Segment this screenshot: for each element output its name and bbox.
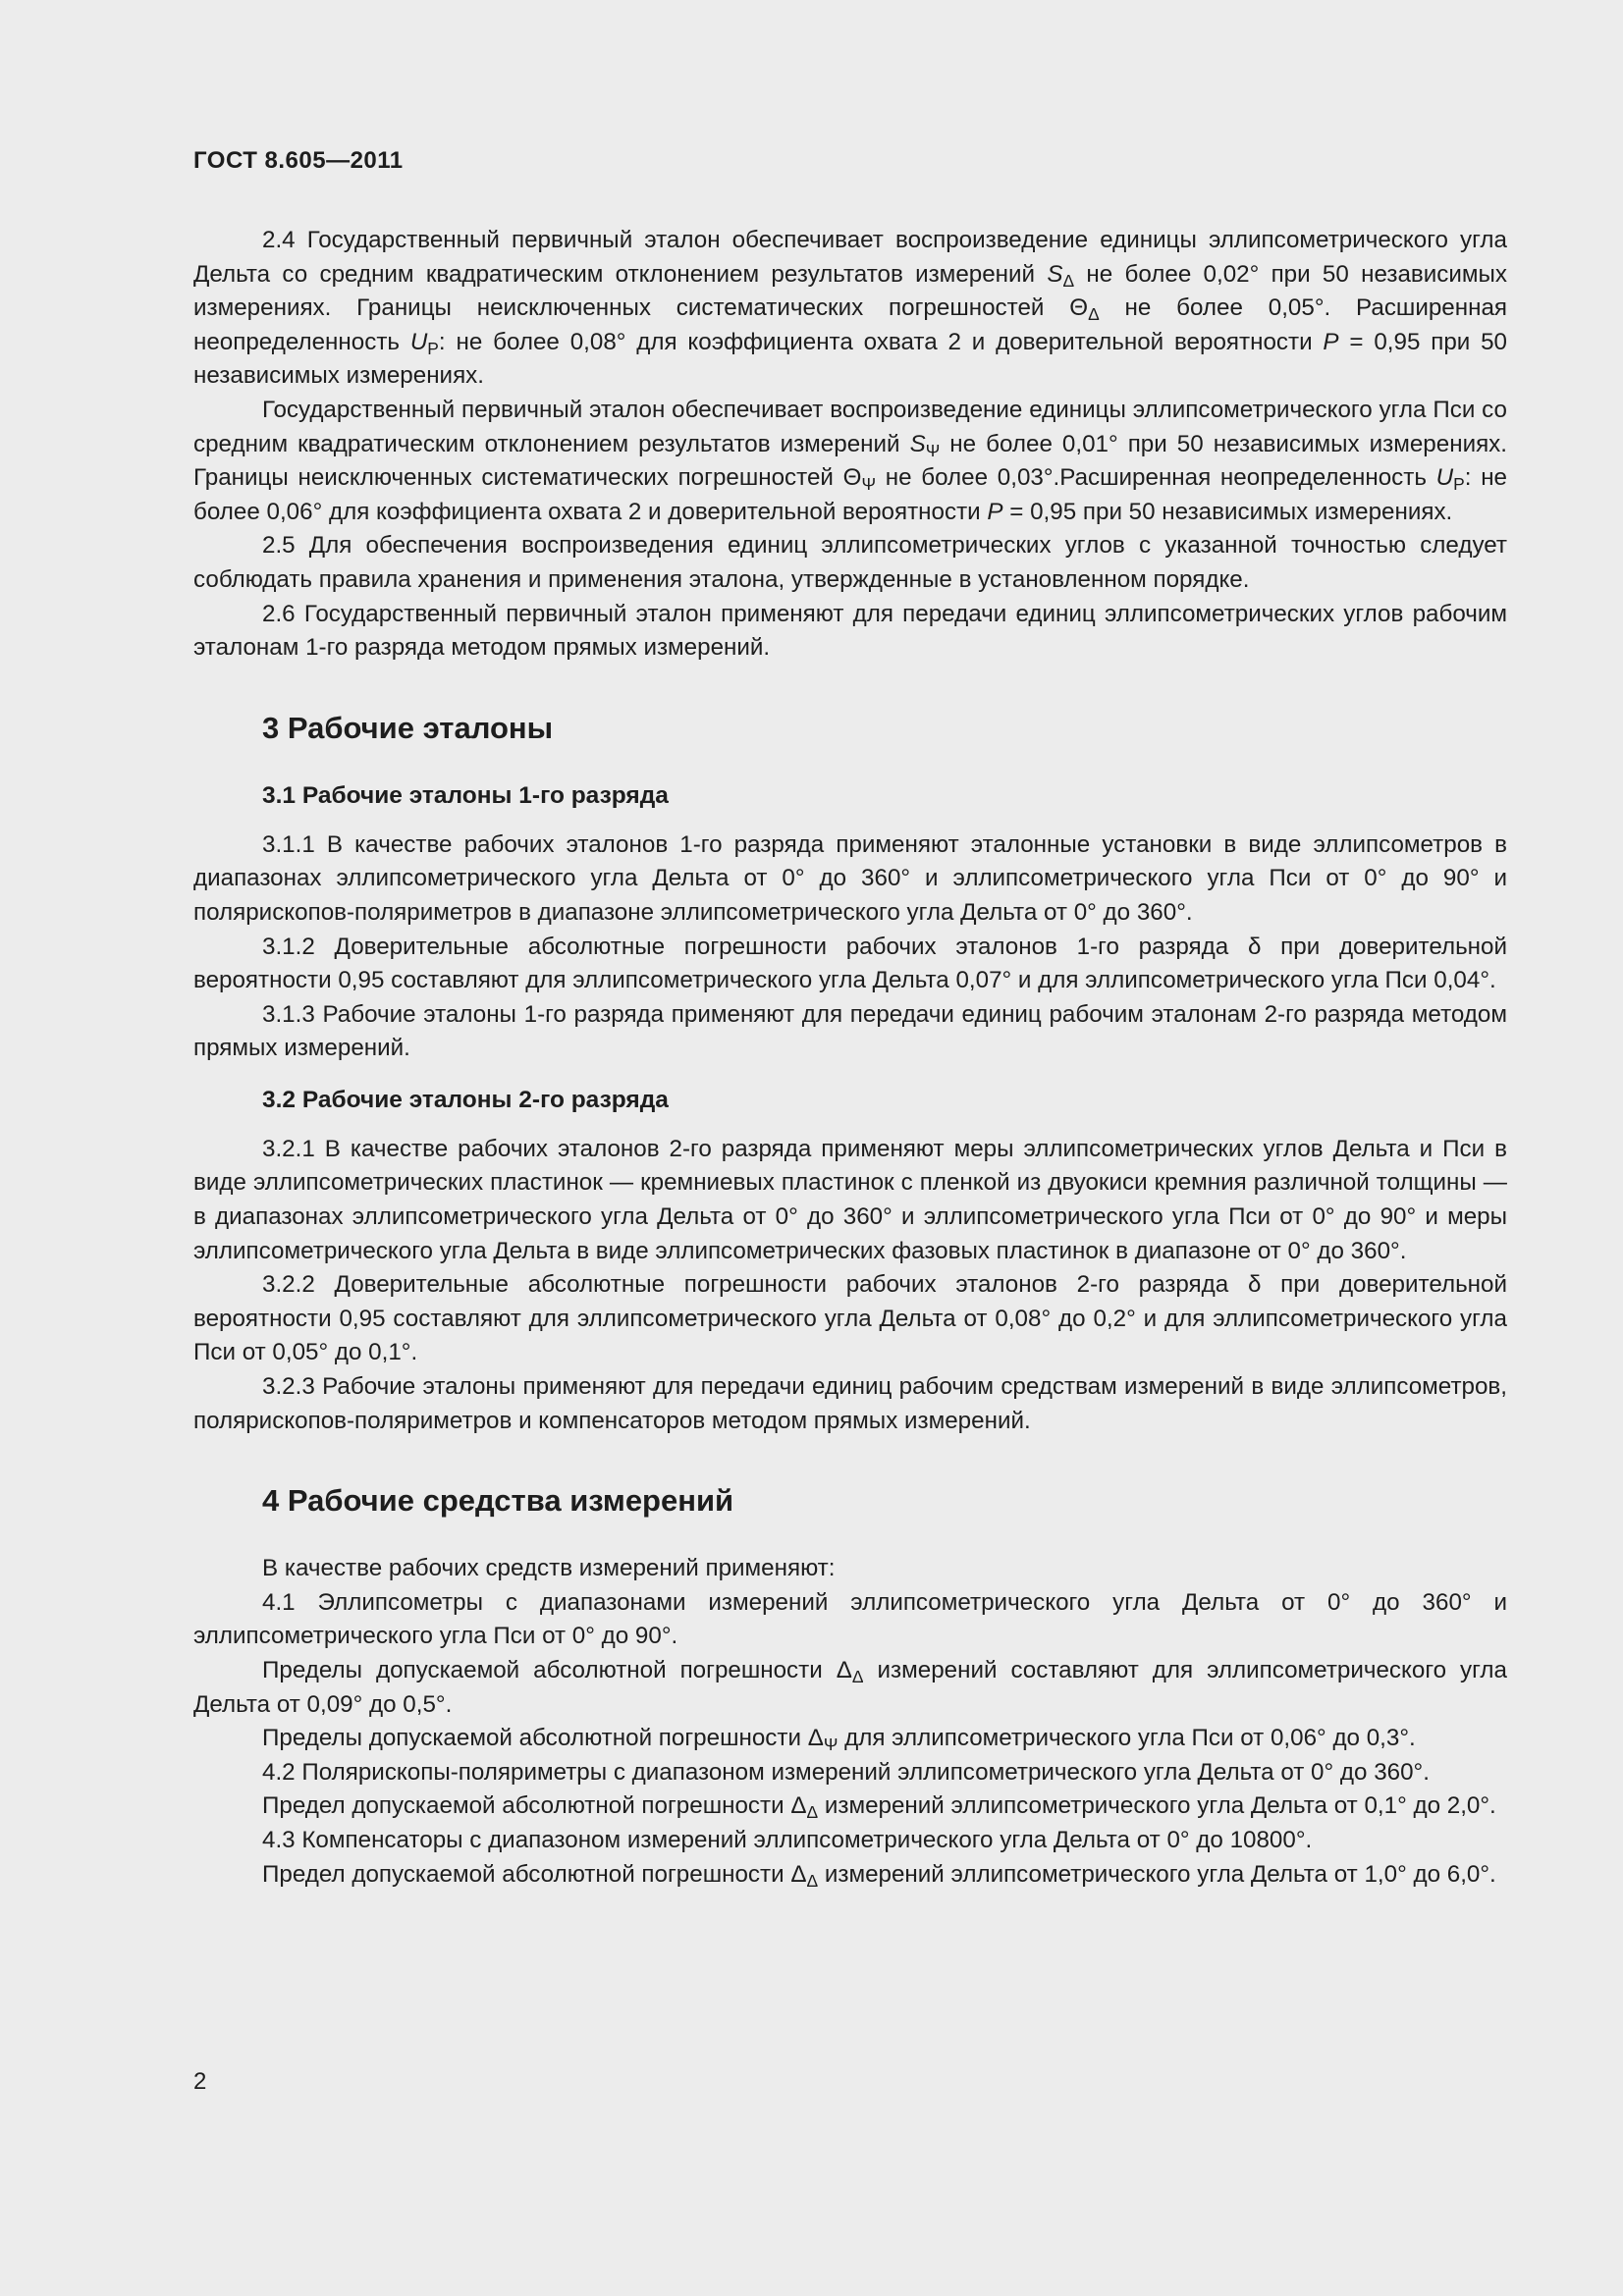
text-run: Государственный первичный эталон обеспечивает воспроизведение единицы эллипсометрического угла Пси со средним квадратическим отклонением результатов измерений <box>193 396 1507 457</box>
paragraph-3-1-3: 3.1.3 Рабочие эталоны 1-го разряда применяют для передачи единиц рабочим эталонам 2-го разряда методом прямых измерений. <box>193 1000 1507 1062</box>
page-number: 2 <box>193 2068 207 2095</box>
text-run: измерений составляют для эллипсометрического угла Дельта от 0,09° до 0,5°. <box>193 1657 1507 1718</box>
subscript: Δ <box>1062 270 1075 291</box>
symbol-u: U <box>409 328 428 355</box>
text-run: для эллипсометрического угла Пси от 0,06° до 0,3°. <box>838 1725 1416 1752</box>
symbol-u: U <box>1435 464 1454 492</box>
document-code-header: ГОСТ 8.605—2011 <box>193 147 404 174</box>
text-run: Пределы допускаемой абсолютной погрешности <box>262 1657 837 1683</box>
text-run: измерений эллипсометрического угла Дельта от 1,0° до 6,0°. <box>818 1860 1496 1888</box>
paragraph-2-6: 2.6 Государственный первичный эталон применяют для передачи единиц эллипсометрических углов рабочим эталонам 1-го разряда методом прямых измерений. <box>193 600 1507 662</box>
paragraph-4-2: 4.2 Полярископы-поляриметры с диапазоном измерений эллипсометрического угла Дельта от 0° до 360°. <box>262 1758 1430 1786</box>
paragraph-4-intro: В качестве рабочих средств измерений применяют: <box>262 1555 836 1582</box>
subscript: Δ <box>1088 304 1100 325</box>
paragraph-3-1-1: 3.1.1 В качестве рабочих эталонов 1-го разряда применяют эталонные установки в виде эллипсометров в диапазонах эллипсометрического угла Дельта от 0° до 360° и эллипсометрического угла Пси от 0° до 90° и полярископов-поляриметров в диапазоне эллипсометрического угла Дельта от 0° до 360°. <box>193 830 1507 926</box>
text-run: не более 0,05°. Расширенная неопределенность <box>193 294 1507 355</box>
symbol-delta: Δ <box>807 1725 824 1752</box>
text-run: = 0,95 при 50 независимых измерениях. <box>1002 498 1453 525</box>
subsection-3-1-title: 3.1 Рабочие эталоны 1-го разряда <box>262 781 669 809</box>
paragraph-3-2-3: 3.2.3 Рабочие эталоны применяют для передачи единиц рабочим средствам измерений в виде эллипсометров, полярископов-поляриметров и компенсаторов методом прямых измерений. <box>193 1373 1507 1434</box>
symbol-theta: Θ <box>1069 294 1089 322</box>
section-3-title: 3 Рабочие эталоны <box>262 710 554 745</box>
paragraph-2-4 <box>193 224 1507 394</box>
text-run: не более 0,01° при 50 независимых измерениях. Границы неисключенных систематических погрешностей <box>193 430 1507 492</box>
text-run: 2.4 Государственный первичный эталон обеспечивает воспроизведение единицы эллипсометрического угла Дельта со средним квадратическим отклонением результатов измерений <box>193 227 1507 288</box>
text-run: измерений эллипсометрического угла Дельта от 0,1° до 2,0°. <box>818 1792 1496 1820</box>
subscript: Δ <box>806 1870 819 1891</box>
text-run: Пределы допускаемой абсолютной погрешности <box>262 1725 808 1752</box>
subscript: Δ <box>806 1802 819 1823</box>
paragraph-4-3: 4.3 Компенсаторы с диапазоном измерений эллипсометрического угла Дельта от 0° до 10800°. <box>262 1826 1313 1853</box>
subscript: P <box>1453 474 1465 495</box>
paragraph-3-1-2: 3.1.2 Доверительные абсолютные погрешности рабочих эталонов 1-го разряда δ при доверительной вероятности 0,95 составляют для эллипсометрического угла Дельта 0,07° и для эллипсометрического угла Пси 0,04°. <box>193 933 1507 994</box>
text-run: Предел допускаемой абсолютной погрешности <box>262 1860 791 1888</box>
text-run: Предел допускаемой абсолютной погрешности <box>262 1792 791 1820</box>
text-run: : не более 0,08° для коэффициента охвата 2 и доверительной вероятности <box>438 328 1324 355</box>
paragraph-4-1: 4.1 Эллипсометры с диапазонами измерений эллипсометрического угла Дельта от 0° до 360° и эллипсометрического угла Пси от 0° до 90°. <box>193 1588 1507 1650</box>
symbol-p: P <box>987 498 1003 525</box>
paragraph-3-2-2: 3.2.2 Доверительные абсолютные погрешности рабочих эталонов 2-го разряда δ при доверительной вероятности 0,95 составляют для эллипсометрического угла Дельта от 0,08° до 0,2° и для эллипсометрического угла Пси от 0,05° до 0,1°. <box>193 1271 1507 1366</box>
paragraph-3-2-1: 3.2.1 В качестве рабочих эталонов 2-го разряда применяют меры эллипсометрических углов Дельта и Пси в виде эллипсометрических пластинок — кремниевых пластинок с пленкой из двуокиси кремния различной толщины — в диапазонах эллипсометрического угла Дельта от 0° до 360° и эллипсометрического угла Пси от 0° до 90° и меры эллипсометрического угла Дельта в виде эллипсометрических фазовых пластинок в диапазоне от 0° до 360°. <box>193 1135 1507 1264</box>
text-run: : не более 0,06° для коэффициента охвата 2 и доверительной вероятности <box>193 464 1507 525</box>
subsection-3-2-title: 3.2 Рабочие эталоны 2-го разряда <box>262 1086 669 1113</box>
symbol-delta: Δ <box>790 1792 807 1820</box>
subscript: Ψ <box>925 440 941 460</box>
subscript: Ψ <box>861 474 877 495</box>
paragraph-4-1-limits-psi <box>193 1722 1507 1756</box>
symbol-delta: Δ <box>836 1657 852 1683</box>
subscript: P <box>427 338 439 358</box>
symbol-theta: Θ <box>842 464 862 492</box>
paragraph-4-1-limits-delta <box>193 1654 1507 1722</box>
section-4-title: 4 Рабочие средства измерений <box>262 1483 734 1519</box>
symbol-delta: Δ <box>790 1860 807 1888</box>
text-run: = 0,95 при 50 независимых измерениях. <box>193 328 1508 390</box>
paragraph-2-5: 2.5 Для обеспечения воспроизведения единиц эллипсометрических углов с указанной точностью следует соблюдать правила хранения и применения эталона, утвержденные в установленном порядке. <box>193 532 1507 593</box>
document-body <box>193 224 1507 1892</box>
subscript: Ψ <box>823 1735 839 1755</box>
paragraph-2-4-psi <box>193 394 1507 529</box>
text-run: не более 0,02° при 50 независимых измерениях. Границы неисключенных систематических погрешностей <box>193 260 1507 322</box>
text-run: не более 0,03°.Расширенная неопределенность <box>876 464 1436 492</box>
symbol-s: S <box>1047 260 1063 288</box>
paragraph-4-3-limit <box>193 1858 1507 1893</box>
paragraph-4-2-limit <box>193 1789 1507 1824</box>
symbol-p: P <box>1323 328 1339 355</box>
subscript: Δ <box>851 1666 864 1686</box>
symbol-s: S <box>909 430 926 457</box>
